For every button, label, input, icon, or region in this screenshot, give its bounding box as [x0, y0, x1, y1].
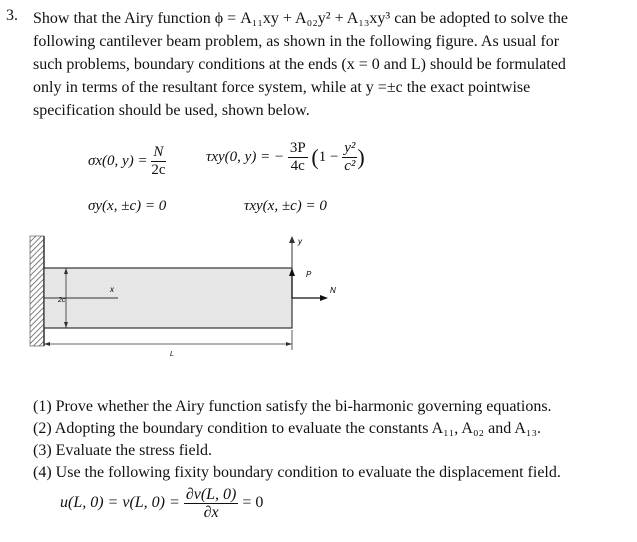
dim-l-label: L [170, 351, 174, 358]
inner-denominator: c² [344, 158, 356, 174]
part-4: (4) Use the following fixity boundary condition to evaluate the displacement field. [33, 464, 561, 481]
tau-xy-fraction [288, 140, 308, 175]
part-1: (1) Prove whether the Airy function satisfy the bi-harmonic governing equations. [33, 398, 552, 415]
force-n-label: N [330, 286, 336, 295]
problem-stem [33, 7, 633, 122]
fixity-lhs: u(L, 0) = v(L, 0) = [60, 494, 180, 512]
stem-line-2: following cantilever beam problem, as shown in the following figure. As usual for [33, 33, 560, 50]
stem-line-4: only in terms of the resultant force system, while at y =±c the exact pointwise [33, 79, 531, 96]
sigma-x-fraction [151, 144, 165, 179]
question-number: 3. [6, 7, 18, 24]
cantilever-figure [28, 232, 358, 362]
force-n-arrow [320, 295, 328, 301]
right-paren: ) [357, 144, 365, 170]
tau-xy-denominator: 4c [290, 158, 305, 174]
fixity-numerator: ∂v(L, 0) [185, 486, 237, 503]
left-paren: ( [311, 144, 319, 170]
fixity-denominator: ∂x [203, 504, 219, 521]
dim-l-left-arrow [44, 342, 50, 346]
sigma-x-denominator: 2c [151, 162, 166, 178]
dim-2c-label: 2c [58, 297, 66, 304]
y-axis-label: y [298, 237, 302, 246]
part-3: (3) Evaluate the stress field. [33, 442, 213, 459]
inner-numerator: y² [344, 140, 356, 156]
y-axis-arrow [289, 236, 295, 243]
tau-xy-equation [206, 140, 365, 175]
x-axis-label: x [110, 285, 114, 294]
wall-support [30, 236, 44, 346]
dim-l-right-arrow [286, 342, 292, 346]
part-2: (2) Adopting the boundary condition to evaluate the constants A₁₁, A₀₂ and A₁₃. [33, 420, 542, 437]
sigma-x-lhs: σx(0, y) = [88, 152, 148, 169]
sigma-x-numerator: N [151, 144, 165, 162]
fixity-equation [60, 486, 263, 521]
problem-parts [33, 396, 633, 484]
tau-xy-bc: τxy(x, ±c) = 0 [244, 198, 327, 214]
sigma-y-bc: σy(x, ±c) = 0 [88, 198, 167, 214]
stem-line-1: Show that the Airy function ϕ = A₁₁xy + A₀₂y² + A₁₃xy³ can be adopted to solve the [33, 10, 568, 27]
force-p-label: P [306, 270, 312, 279]
stem-line-3: such problems, boundary conditions at the ends (x = 0 and L) should be formulated [33, 56, 566, 73]
stem-line-5: specification should be used, shown below. [33, 102, 310, 119]
fixity-fraction [184, 486, 239, 521]
inner-fraction [342, 140, 357, 175]
tau-xy-lhs: τxy(0, y) = − [206, 148, 285, 165]
fixity-rhs: = 0 [242, 494, 264, 512]
paren-one: 1 − [318, 148, 339, 165]
sigma-x-equation [88, 144, 166, 179]
tau-xy-numerator: 3P [289, 140, 306, 156]
